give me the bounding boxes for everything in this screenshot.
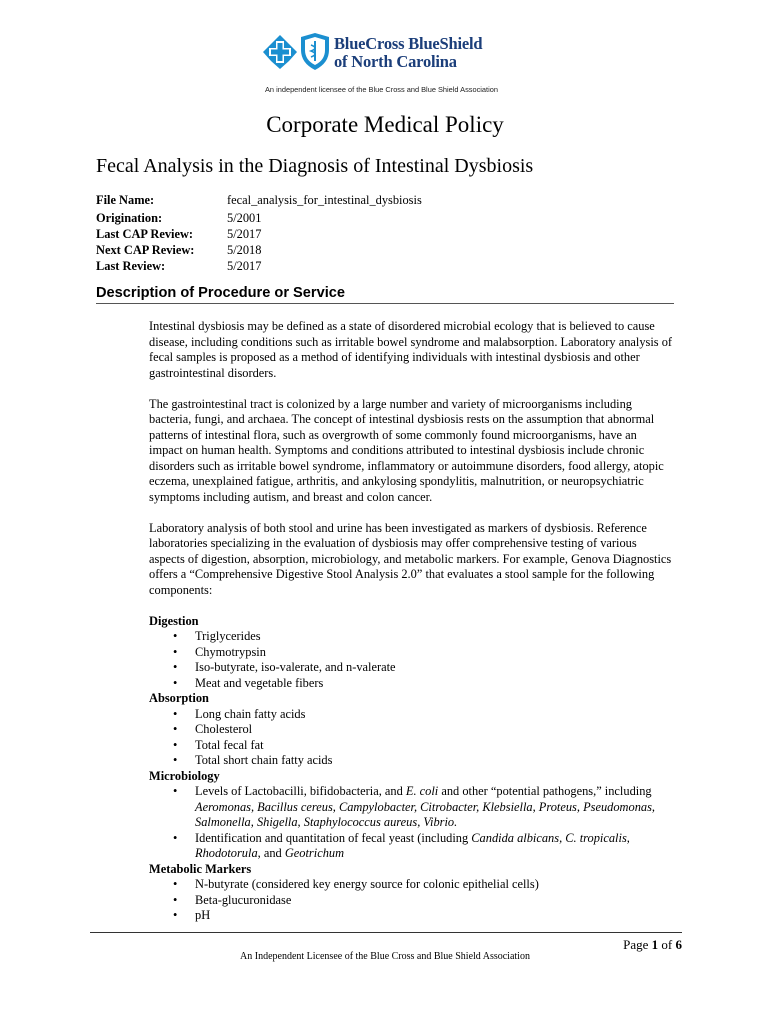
document-title: Fecal Analysis in the Diagnosis of Intestinal Dysbiosis	[96, 155, 534, 177]
meta-value: fecal_analysis_for_intestinal_dysbiosis	[227, 193, 422, 207]
page-prefix: Page	[623, 937, 652, 952]
list-item: • Chymotrypsin	[149, 645, 673, 661]
page-total: 6	[675, 937, 682, 952]
page-current: 1	[651, 937, 659, 952]
page-of: of	[658, 937, 676, 952]
text: , and	[257, 846, 285, 860]
organism-list: Candida albicans, C. tropicalis, Rhodotorula	[195, 830, 630, 860]
list-item: • Long chain fatty acids	[149, 707, 673, 723]
list-item: • Cholesterol	[149, 722, 673, 738]
meta-origination	[96, 210, 422, 226]
meta-last-cap-review	[96, 226, 422, 242]
meta-file-name	[96, 192, 422, 208]
list-item: • pH	[149, 908, 673, 924]
metabolic-list	[149, 877, 673, 924]
section-divider	[96, 303, 674, 304]
blue-shield-icon	[299, 32, 331, 72]
organism-name: Geotrichum	[284, 846, 345, 860]
text: Levels of Lactobacilli, bifidobacteria, and	[195, 784, 406, 798]
list-item: • N-butyrate (considered key energy source for colonic epithelial cells)	[149, 877, 673, 893]
section-body	[149, 319, 673, 924]
list-item: • Total short chain fatty acids	[149, 753, 673, 769]
subheading-digestion: Digestion	[149, 613, 199, 628]
footer-divider	[90, 932, 682, 933]
meta-label: Last Review:	[96, 259, 166, 273]
meta-value: 5/2017	[227, 259, 262, 273]
organism-name: E. coli	[405, 784, 439, 798]
subheading-metabolic-markers: Metabolic Markers	[149, 861, 252, 876]
absorption-list	[149, 707, 673, 769]
logo-wordmark	[334, 35, 482, 71]
paragraph: Laboratory analysis of both stool and urine has been investigated as markers of dysbiosis. Reference laboratories specializing in the evaluation of dysbiosis may offer comprehensive testing of various aspects of digestion, absorption, microbiology, and metabolic markers. For example, Genova Diagnostics offers a “Comprehensive Digestive Stool Analysis 2.0” that evaluates a stool sample for the following components:	[149, 520, 672, 597]
logo-line1: BlueCross BlueShield	[334, 34, 483, 53]
section-heading: Description of Procedure or Service	[96, 285, 345, 301]
list-item: • Meat and vegetable fibers	[149, 676, 673, 692]
meta-last-review	[96, 258, 422, 274]
list-item: • Total fecal fat	[149, 738, 673, 754]
text: Identification and quantitation of fecal yeast (including	[195, 830, 472, 845]
list-item: • Iso-butyrate, iso-valerate, and n-valerate	[149, 660, 673, 676]
text: and other “potential pathogens,” including	[438, 784, 652, 798]
meta-label: Last CAP Review:	[96, 227, 194, 241]
blue-cross-icon	[263, 35, 297, 75]
bcbs-logo	[263, 30, 523, 100]
list-item	[149, 784, 673, 831]
list-item: • Beta-glucuronidase	[149, 893, 673, 909]
logo-line2: of North Carolina	[334, 52, 457, 71]
paragraph: Intestinal dysbiosis may be defined as a state of disordered microbial ecology that is believed to cause disease, including conditions such as irritable bowel syndrome and malabsorption. Laboratory analysis of fecal samples is proposed as a method of identifying individuals with intestinal dysbiosis and other gastrointestinal disorders.	[149, 319, 673, 380]
footer-note: An Independent Licensee of the Blue Cross and Blue Shield Association	[240, 951, 530, 962]
meta-label: Origination:	[96, 211, 163, 225]
meta-value: 5/2001	[227, 211, 262, 225]
meta-label: Next CAP Review:	[96, 243, 195, 257]
organism-list: Aeromonas, Bacillus cereus, Campylobacter, Citrobacter, Klebsiella, Proteus, Pseudomonas, Salmonella, Shigella, Staphylococcus aureus, Vibrio.	[195, 799, 656, 829]
policy-title: Corporate Medical Policy	[266, 112, 504, 137]
paragraph: The gastrointestinal tract is colonized by a large number and variety of microorganisms including bacteria, fungi, and archaea. The concept of intestinal dysbiosis rests on the assumption that abnormal patterns of intestinal flora, such as overgrowth of some commonly found microorganisms, have an impact on human health. Symptoms and conditions attributed to intestinal dysbiosis include chronic disorders such as irritable bowel syndrome, inflammatory or autoimmune disorders, food allergy, atopic eczema, unexplained fatigue, arthritis, and ankylosing spondylitis, malnutrition, or neuropsychiatric symptoms including autism, and breast and colon cancer.	[149, 396, 664, 504]
list-item	[149, 831, 673, 862]
meta-value: 5/2018	[227, 243, 262, 257]
policy-metadata	[96, 192, 422, 274]
list-item: • Triglycerides	[149, 629, 673, 645]
subheading-microbiology: Microbiology	[149, 768, 220, 783]
meta-label: File Name:	[96, 193, 155, 207]
meta-next-cap-review	[96, 242, 422, 258]
digestion-list	[149, 629, 673, 691]
microbiology-list	[149, 784, 673, 862]
logo-subtitle: An independent licensee of the Blue Cross and Blue Shield Association	[265, 85, 498, 94]
meta-value: 5/2017	[227, 227, 262, 241]
subheading-absorption: Absorption	[149, 691, 209, 705]
